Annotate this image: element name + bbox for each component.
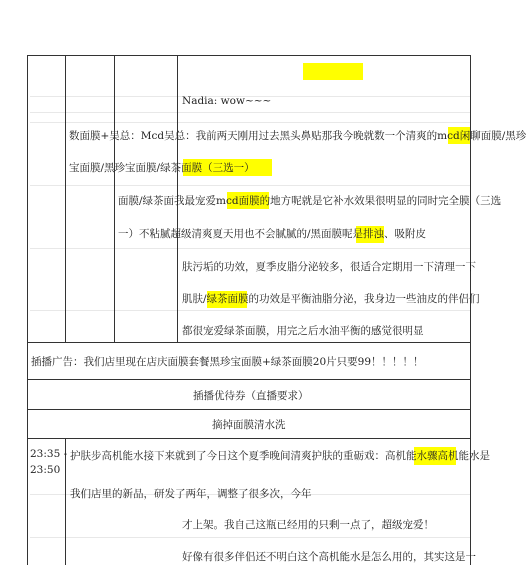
care-line-1 — [70, 449, 490, 463]
coupon-row: 插播优待券（直播要求） — [193, 390, 309, 402]
mask-line-1-highlight: 膜的地方 — [249, 195, 292, 207]
ad-row: 插播广告：我们店里现在店庆面膜套餐黑珍宝面膜+绿茶面膜20片只要99！！！！！ — [31, 356, 424, 368]
mask-line-1 — [118, 194, 501, 208]
faint-rule — [30, 248, 470, 249]
faint-rule — [30, 537, 470, 538]
mask-line-2-highlight: 浊、吸附 — [373, 228, 416, 240]
time-start: 23:35 - — [30, 448, 68, 460]
row-divider-time — [27, 438, 471, 439]
mask-line-4-highlight: 绿茶面膜 — [206, 293, 249, 305]
mcd-line-2-highlight: 膜（三选一） — [191, 162, 255, 174]
faint-rule — [30, 112, 470, 113]
table-border-top — [27, 55, 471, 56]
row-divider-remove — [27, 409, 471, 410]
mask-line-4-text: 肌肤/ — [182, 293, 207, 305]
care-line-3: 才上架。我自己这瓶已经用的只剩一点了，超级宠爱！ — [182, 519, 434, 531]
faint-rule — [30, 122, 470, 123]
mask-line-3: 肤污垢的功效，夏季皮脂分泌较多，很适合定期用一下清理一下 — [182, 261, 476, 273]
mcd-line-1-highlight: 黑珍 — [505, 130, 526, 142]
care-line-2: 我们店里的新品，研发了两年，调整了很多次，今年 — [70, 488, 312, 500]
mask-line-2-rest: 皮 — [415, 228, 427, 240]
mask-line-1-rest: 呢就是它补水效果很明显的同时完全膜（三选 — [291, 195, 502, 207]
care-line-4: 好像有很多伴侣还不明白这个高机能水是怎么用的，其实这是一 — [182, 551, 476, 563]
care-line-1-highlight: 能水是 — [458, 450, 490, 462]
table-border-left — [27, 55, 28, 565]
row-divider-coupon — [27, 379, 471, 380]
remove-mask-row: 摘掉面膜清水洗 — [212, 419, 286, 431]
row-divider-ad — [27, 342, 471, 343]
mcd-line-2 — [69, 161, 255, 175]
mask-line-1-text: 面膜/绿茶面我最宠爱mcd面 — [118, 195, 250, 207]
mask-line-5: 都很宠爱绿茶面膜，用完之后水油平衡的感觉很明显 — [182, 325, 424, 337]
faint-rule — [30, 185, 470, 186]
mask-line-4-rest: 的功效是平衡油脂分泌，我身边一些油皮的伴侣们 — [248, 293, 480, 305]
time-end: 23:50 — [30, 464, 61, 476]
mcd-line-1 — [69, 129, 526, 143]
care-line-1-text: 护肤步高机能水接下来就到了今日这个夏季晚间清爽护肤的重砺戏：高机能水骤高机 — [70, 450, 459, 462]
mask-line-4 — [182, 292, 480, 306]
mcd-line-2-text: 宝面膜/黑珍宝面膜/绿茶面 — [69, 162, 192, 174]
mask-line-2-text: 一）不粘腻超级清爽夏天用也不会腻腻的/黑面膜呢是排 — [118, 228, 374, 240]
faint-rule — [30, 310, 470, 311]
column-divider-2 — [114, 55, 115, 342]
mask-line-2 — [118, 227, 426, 241]
highlight-block-top — [303, 63, 363, 80]
nadia-comment: Nadia: wow~~~ — [182, 95, 272, 107]
column-divider-1 — [65, 55, 66, 342]
mcd-line-1-text: 数面膜+吴总：Mcd吴总：我前两天刚用过去黑头鼻贴那我今晚就数一个清爽的mcd闲聊面膜/ — [69, 130, 506, 142]
